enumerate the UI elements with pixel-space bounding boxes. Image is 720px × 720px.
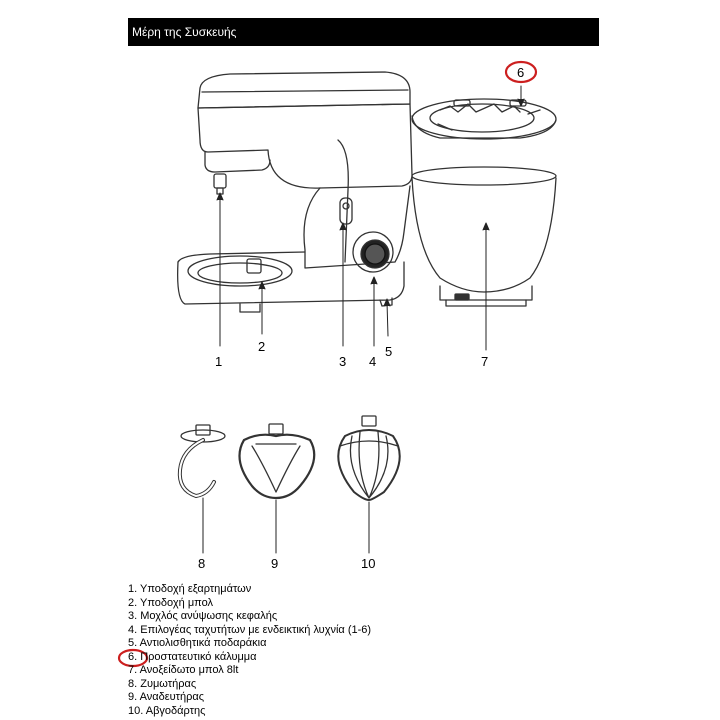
- lift-lever: [340, 198, 352, 224]
- attachment-hub: [214, 174, 226, 188]
- callout-2: 2: [258, 339, 266, 354]
- stand-mixer-illustration: [178, 72, 412, 312]
- callout-4: 4: [369, 354, 377, 369]
- parts-list-item: 4. Επιλογέας ταχυτήτων με ενδεικτική λυχνία (1-6): [128, 623, 372, 636]
- bowl-illustration: [412, 167, 556, 306]
- callout-1: 1: [215, 354, 223, 369]
- callout-6: 6: [517, 65, 525, 80]
- whisk-illustration: [338, 416, 399, 500]
- callout-8: 8: [198, 556, 206, 571]
- flat-beater-illustration: [240, 424, 315, 498]
- parts-list: [128, 583, 371, 718]
- bowl-seat: [188, 256, 292, 286]
- parts-list-item: 7. Ανοξείδωτο μπολ 8lt: [128, 664, 239, 676]
- callout-7: 7: [481, 354, 489, 369]
- dough-hook-illustration: [180, 425, 225, 496]
- callout-5: 5: [385, 344, 393, 359]
- callout-10: 10: [361, 556, 376, 571]
- parts-list-item: 5. Αντιολισθητικά ποδαράκια: [128, 637, 267, 649]
- callout-3: 3: [339, 354, 347, 369]
- callout-9: 9: [271, 556, 279, 571]
- parts-list-item: 9. Αναδευτήρας: [128, 691, 205, 703]
- splash-guard-illustration: [412, 99, 556, 139]
- mixer-column: [304, 186, 410, 268]
- parts-list-item: 2. Υποδοχή μπολ: [128, 596, 213, 609]
- bowl-body: [412, 178, 556, 292]
- parts-list-item: 3. Μοχλός ανύψωσης κεφαλής: [128, 610, 278, 622]
- parts-list-item: 10. Αβγοδάρτης: [128, 704, 206, 717]
- mixer-head-body: [198, 104, 412, 188]
- section-title: Μέρη της Συσκευής: [132, 25, 237, 39]
- parts-list-item: 8. Ζυμωτήρας: [128, 677, 197, 690]
- parts-list-item: 1. Υποδοχή εξαρτημάτων: [128, 583, 252, 595]
- parts-list-item: 6. Προστατευτικό κάλυμμα: [128, 650, 257, 663]
